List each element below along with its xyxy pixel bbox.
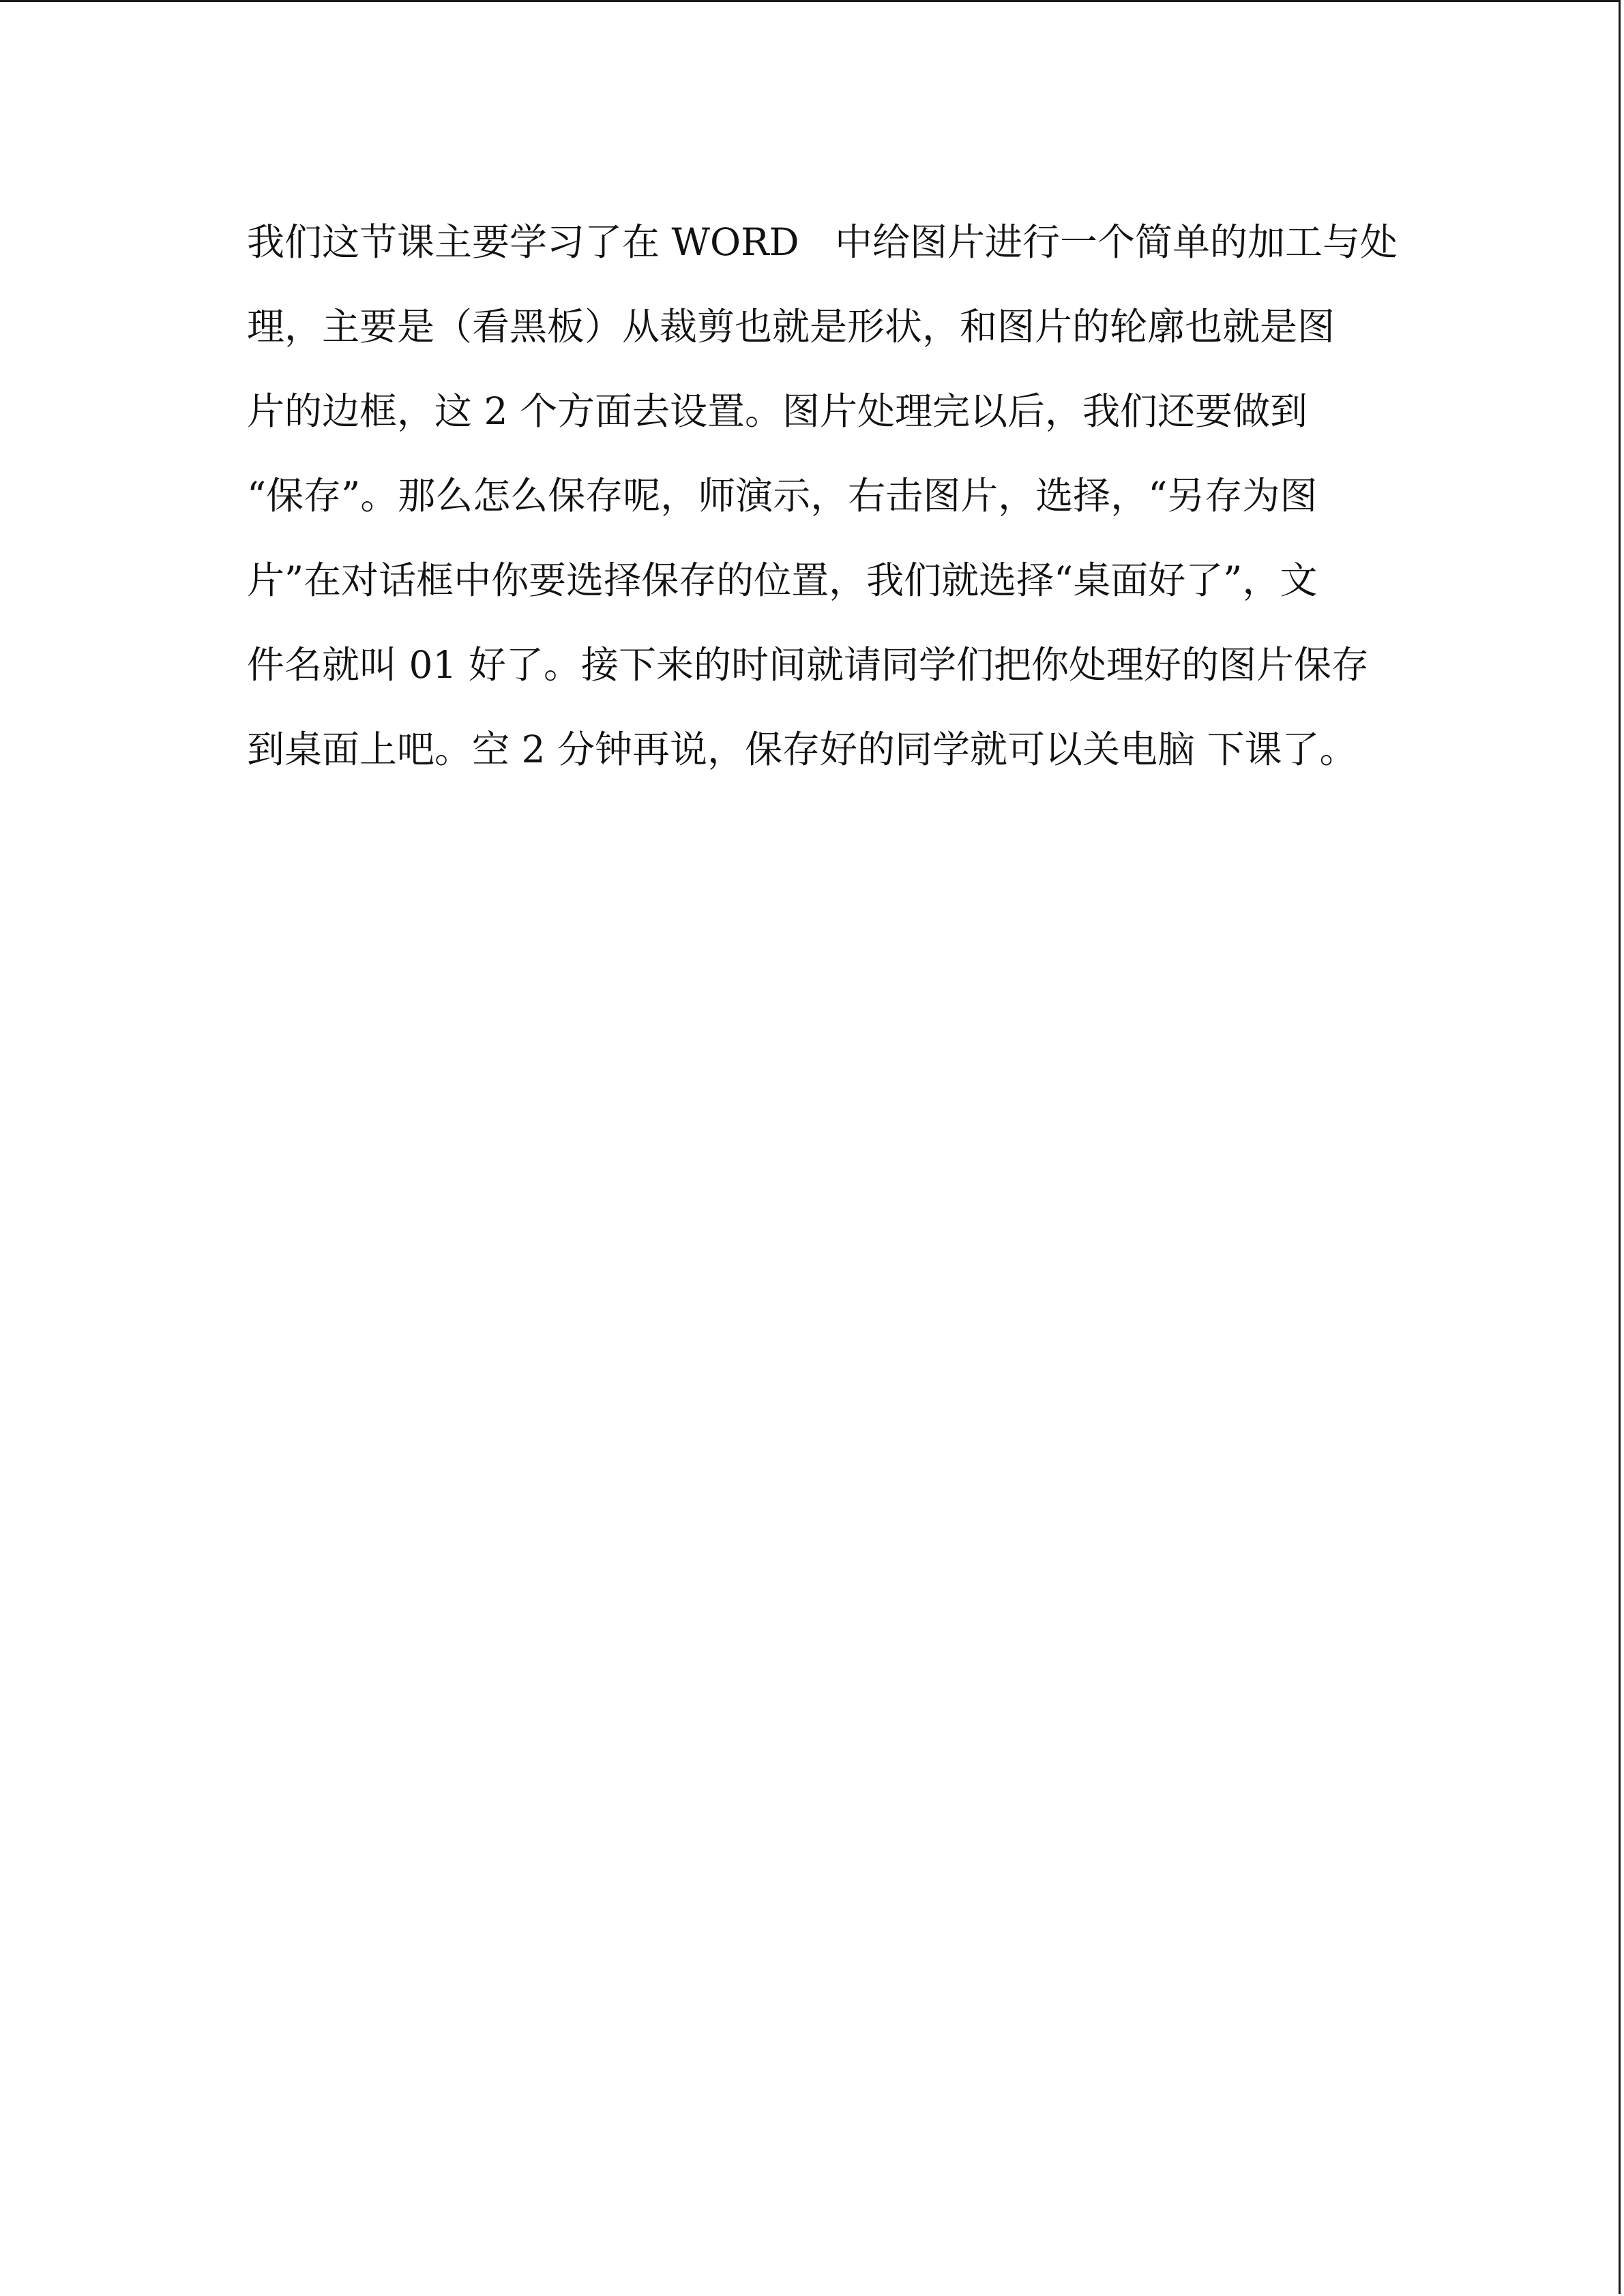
text-line: 件名就叫 01 好了。接下来的时间就请同学们把你处理好的图片保存 <box>247 643 1369 687</box>
text-line: “保存”。那么怎么保存呢，师演示，右击图片，选择，“另存为图 <box>247 474 1318 518</box>
text-line: 片”在对话框中你要选择保存的位置，我们就选择“桌面好了”，文 <box>247 558 1318 602</box>
text-line: 到桌面上吧。空 2 分钟再说，保存好的同学就可以关电脑 下课了。 <box>247 728 1357 771</box>
body-paragraph <box>247 219 1398 811</box>
text-line: 理，主要是（看黑板）从裁剪也就是形状，和图片的轮廓也就是图 <box>247 305 1335 348</box>
text-line: 片的边框，这 2 个方面去设置。图片处理完以后，我们还要做到 <box>247 389 1308 433</box>
text-line: 我们这节课主要学习了在 WORD 中给图片进行一个简单的加工与处 <box>247 220 1398 264</box>
